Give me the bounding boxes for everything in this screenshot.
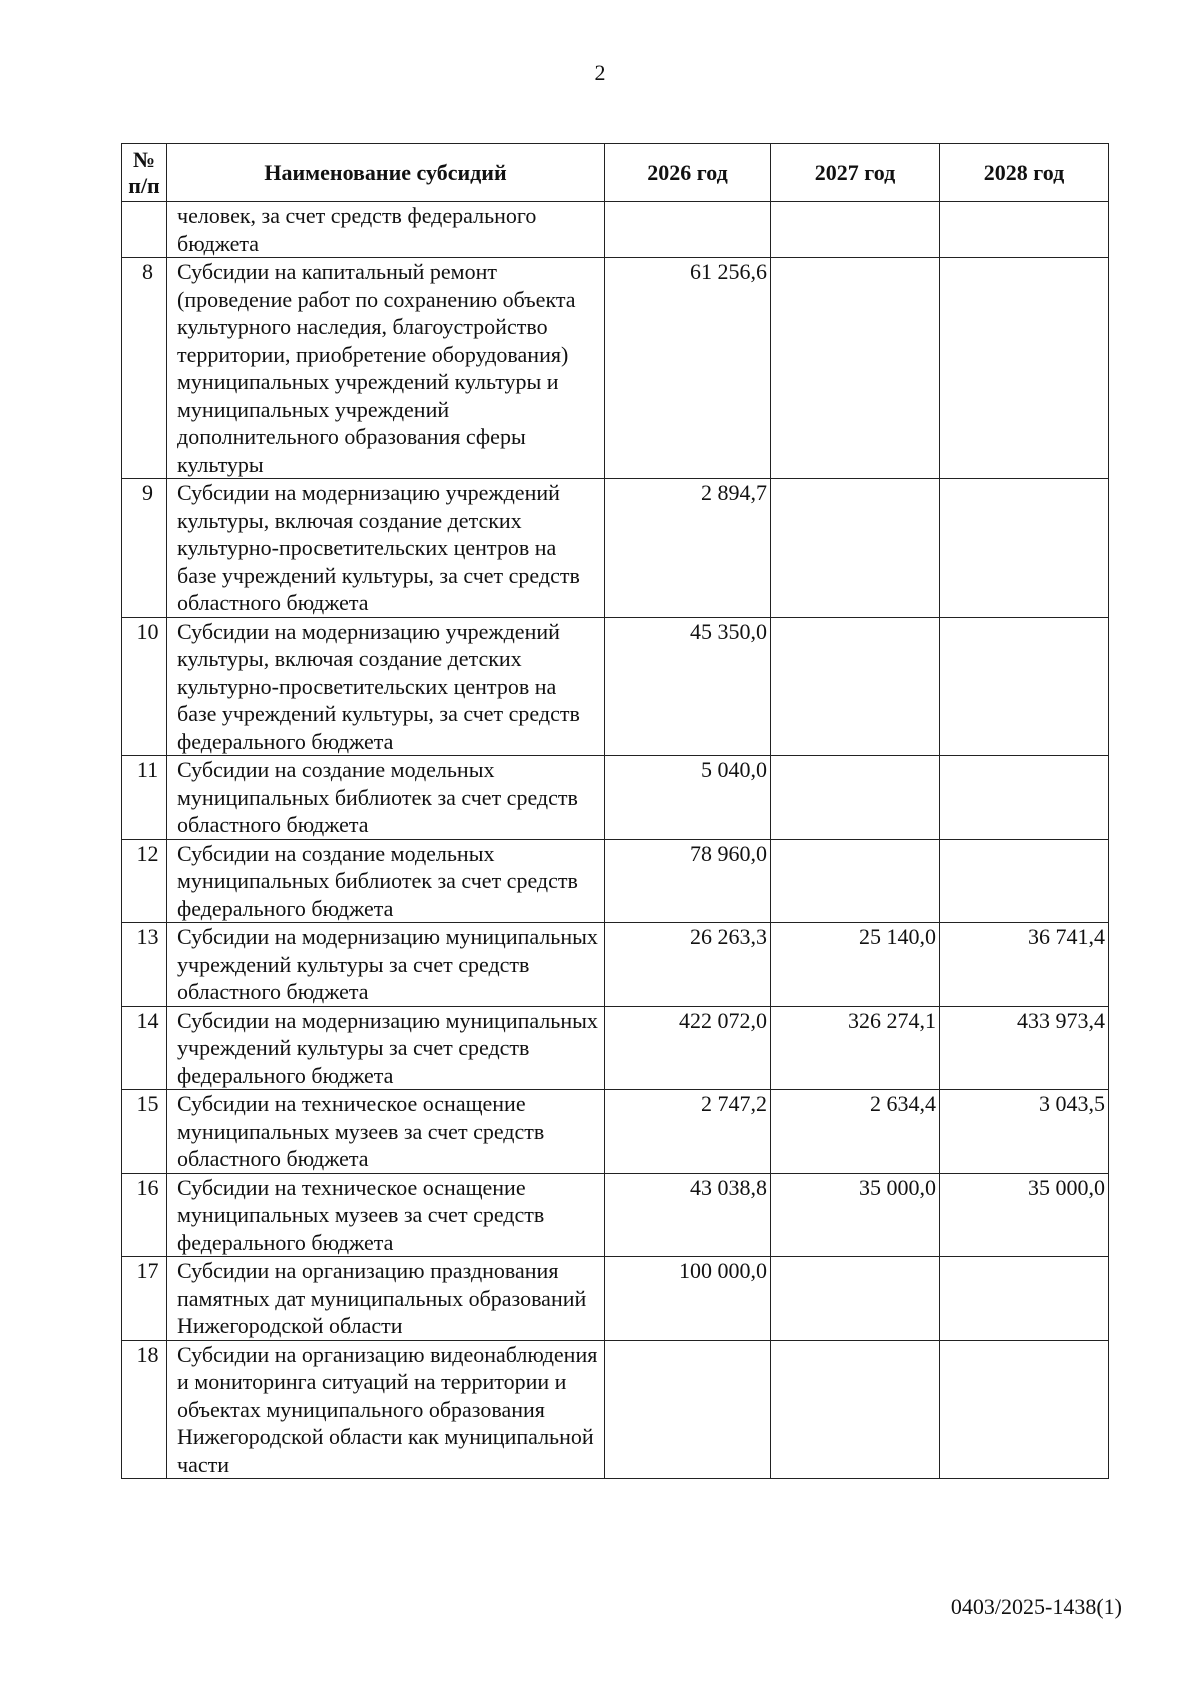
row-number: 10 [122,617,167,756]
row-value-2026: 45 350,0 [605,617,771,756]
row-value-2026: 61 256,6 [605,258,771,479]
table-row [122,258,1109,479]
row-name: Субсидии на организацию видеонаблюдения и мониторинга ситуаций на территории и объектах муниципального образования Нижегородской области как муниципальной части [167,1340,605,1479]
row-value-2027 [771,1257,940,1341]
row-name: Субсидии на организацию празднования памятных дат муниципальных образований Нижегородской области [167,1257,605,1341]
row-name: Субсидии на модернизацию учреждений культуры, включая создание детских культурно-просветительских центров на базе учреждений культуры, за счет средств областного бюджета [167,479,605,618]
table-row [122,756,1109,840]
row-value-2028 [940,202,1109,258]
row-value-2027: 25 140,0 [771,923,940,1007]
row-value-2027 [771,202,940,258]
header-2027: 2027 год [771,144,940,202]
row-number: 14 [122,1006,167,1090]
row-number: 16 [122,1173,167,1257]
document-code: 0403/2025-1438(1) [950,1594,1122,1619]
row-value-2028 [940,1257,1109,1341]
row-name: Субсидии на создание модельных муниципальных библиотек за счет средств областного бюджета [167,756,605,840]
row-number: 8 [122,258,167,479]
row-value-2026 [605,1340,771,1479]
row-value-2027 [771,1340,940,1479]
page-number: 2 [594,60,606,85]
row-value-2028: 35 000,0 [940,1173,1109,1257]
row-value-2026: 422 072,0 [605,1006,771,1090]
row-value-2028 [940,479,1109,618]
row-value-2026: 26 263,3 [605,923,771,1007]
row-value-2027: 2 634,4 [771,1090,940,1174]
table-header-row [122,144,1109,202]
header-name: Наименование субсидий [167,144,605,202]
row-value-2026: 78 960,0 [605,839,771,923]
row-value-2027 [771,617,940,756]
row-value-2026: 2 747,2 [605,1090,771,1174]
row-value-2027: 326 274,1 [771,1006,940,1090]
header-2028: 2028 год [940,144,1109,202]
row-value-2027 [771,839,940,923]
row-value-2028: 3 043,5 [940,1090,1109,1174]
row-name: Субсидии на модернизацию учреждений культуры, включая создание детских культурно-просветительских центров на базе учреждений культуры, за счет средств федерального бюджета [167,617,605,756]
row-value-2026 [605,202,771,258]
row-value-2028 [940,617,1109,756]
header-number: № п/п [122,144,167,202]
row-value-2028 [940,1340,1109,1479]
row-value-2027: 35 000,0 [771,1173,940,1257]
row-name: Субсидии на модернизацию муниципальных учреждений культуры за счет средств областного бюджета [167,923,605,1007]
row-name: Субсидии на техническое оснащение муниципальных музеев за счет средств федерального бюджета [167,1173,605,1257]
row-value-2028 [940,839,1109,923]
row-number: 13 [122,923,167,1007]
table-row [122,1173,1109,1257]
row-name: Субсидии на создание модельных муниципальных библиотек за счет средств федерального бюджета [167,839,605,923]
row-value-2028: 433 973,4 [940,1006,1109,1090]
row-number: 9 [122,479,167,618]
row-value-2026: 2 894,7 [605,479,771,618]
row-value-2027 [771,258,940,479]
row-value-2027 [771,479,940,618]
row-number [122,202,167,258]
row-name: человек, за счет средств федерального бюджета [167,202,605,258]
row-number: 15 [122,1090,167,1174]
row-name: Субсидии на техническое оснащение муниципальных музеев за счет средств областного бюджета [167,1090,605,1174]
row-number: 12 [122,839,167,923]
row-value-2028: 36 741,4 [940,923,1109,1007]
row-name: Субсидии на модернизацию муниципальных учреждений культуры за счет средств федерального бюджета [167,1006,605,1090]
table-row [122,479,1109,618]
table-row [122,1257,1109,1341]
row-name: Субсидии на капитальный ремонт (проведение работ по сохранению объекта культурного наследия, благоустройство территории, приобретение оборудования) муниципальных учреждений культуры и муниципальных учреждений дополнительного образования сферы культуры [167,258,605,479]
row-number: 11 [122,756,167,840]
row-value-2026: 5 040,0 [605,756,771,840]
row-value-2026: 43 038,8 [605,1173,771,1257]
row-value-2027 [771,756,940,840]
subsidies-table [121,143,1109,1479]
table-row [122,1006,1109,1090]
row-number: 18 [122,1340,167,1479]
row-value-2028 [940,258,1109,479]
table-row [122,1090,1109,1174]
table-row [122,1340,1109,1479]
table-row [122,202,1109,258]
table-row [122,617,1109,756]
table-row [122,839,1109,923]
table-row [122,923,1109,1007]
header-2026: 2026 год [605,144,771,202]
row-value-2026: 100 000,0 [605,1257,771,1341]
row-value-2028 [940,756,1109,840]
row-number: 17 [122,1257,167,1341]
